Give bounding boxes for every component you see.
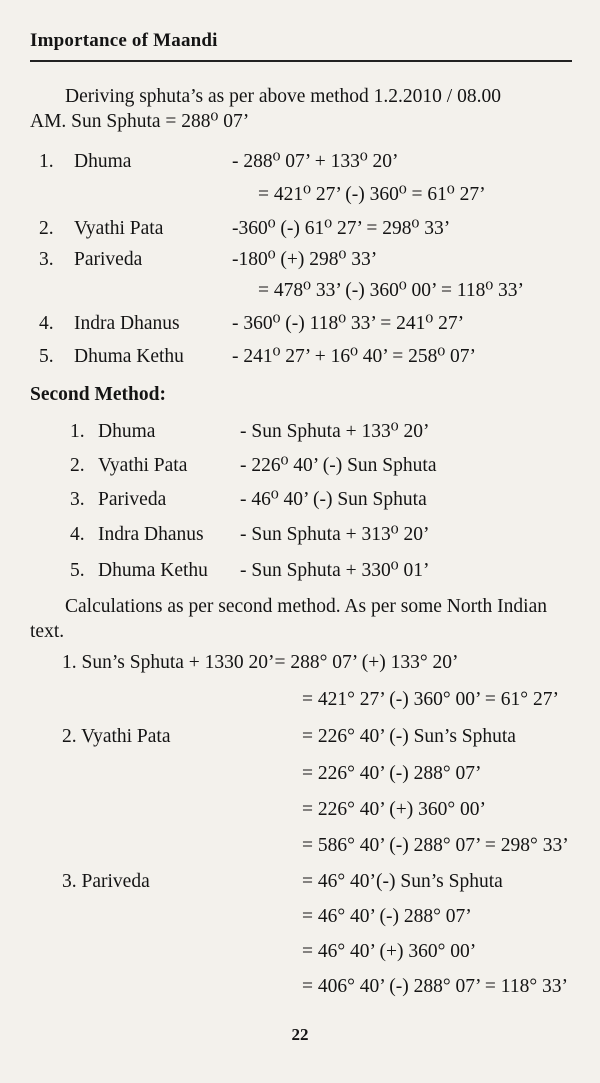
header-rule bbox=[30, 60, 572, 62]
calc-2-line: = 226° 40’ (+) 360° 00’ bbox=[302, 799, 486, 820]
second-method-calc: - Sun Sphuta + 313⁰ 20’ bbox=[240, 524, 430, 545]
first-method-name: Indra Dhanus bbox=[74, 313, 180, 334]
second-method-calc: - 226⁰ 40’ (-) Sun Sphuta bbox=[240, 455, 437, 476]
first-method-name: Dhuma bbox=[74, 151, 132, 172]
first-method-name: Dhuma Kethu bbox=[74, 346, 184, 367]
page-number: 22 bbox=[291, 1025, 309, 1044]
first-method-num: 2. bbox=[39, 218, 54, 239]
first-method-num: 5. bbox=[39, 346, 54, 367]
first-method-calc: - 288⁰ 07’ + 133⁰ 20’ bbox=[232, 151, 399, 172]
calc-3-lead: 3. Pariveda bbox=[62, 871, 150, 892]
first-method-calc-cont: = 478⁰ 33’ (-) 360⁰ 00’ = 118⁰ 33’ bbox=[258, 280, 525, 301]
second-method-name: Dhuma bbox=[98, 421, 156, 442]
second-method-heading: Second Method: bbox=[30, 384, 166, 405]
second-method-num: 4. bbox=[70, 524, 85, 545]
second-method-name: Vyathi Pata bbox=[98, 455, 188, 476]
calc-3-line: = 46° 40’(-) Sun’s Sphuta bbox=[302, 871, 503, 892]
first-method-num: 3. bbox=[39, 249, 54, 270]
calc-text-line-2: text. bbox=[30, 621, 65, 642]
second-method-calc: - 46⁰ 40’ (-) Sun Sphuta bbox=[240, 489, 427, 510]
first-method-calc: - 241⁰ 27’ + 16⁰ 40’ = 258⁰ 07’ bbox=[232, 346, 477, 367]
second-method-num: 1. bbox=[70, 421, 85, 442]
intro-line-1: Deriving sphuta’s as per above method 1.2.2010 / 08.00 bbox=[65, 86, 501, 107]
calc-2-line: = 226° 40’ (-) 288° 07’ bbox=[302, 763, 482, 784]
first-method-num: 1. bbox=[39, 151, 54, 172]
calc-3-line: = 406° 40’ (-) 288° 07’ = 118° 33’ bbox=[302, 976, 568, 997]
second-method-num: 5. bbox=[70, 560, 85, 581]
second-method-name: Dhuma Kethu bbox=[98, 560, 208, 581]
calc-1-line: = 421° 27’ (-) 360° 00’ = 61° 27’ bbox=[302, 689, 559, 710]
calc-3-line: = 46° 40’ (+) 360° 00’ bbox=[302, 941, 477, 962]
second-method-calc: - Sun Sphuta + 133⁰ 20’ bbox=[240, 421, 430, 442]
calc-3-line: = 46° 40’ (-) 288° 07’ bbox=[302, 906, 472, 927]
second-method-calc: - Sun Sphuta + 330⁰ 01’ bbox=[240, 560, 430, 581]
first-method-name: Vyathi Pata bbox=[74, 218, 164, 239]
calc-2-line: = 586° 40’ (-) 288° 07’ = 298° 33’ bbox=[302, 835, 569, 856]
first-method-calc: - 360⁰ (-) 118⁰ 33’ = 241⁰ 27’ bbox=[232, 313, 465, 334]
second-method-name: Pariveda bbox=[98, 489, 167, 510]
calc-1-lead: 1. Sun’s Sphuta + 1330 20’= 288° 07’ (+) 133° 20’ bbox=[62, 652, 459, 673]
first-method-num: 4. bbox=[39, 313, 54, 334]
first-method-calc-cont: = 421⁰ 27’ (-) 360⁰ = 61⁰ 27’ bbox=[258, 184, 486, 205]
calc-text-line-1: Calculations as per second method. As per some North Indian bbox=[65, 596, 547, 617]
first-method-name: Pariveda bbox=[74, 249, 143, 270]
intro-line-2: AM. Sun Sphuta = 288⁰ 07’ bbox=[30, 111, 250, 132]
second-method-num: 3. bbox=[70, 489, 85, 510]
first-method-calc: -180⁰ (+) 298⁰ 33’ bbox=[232, 249, 378, 270]
first-method-calc: -360⁰ (-) 61⁰ 27’ = 298⁰ 33’ bbox=[232, 218, 451, 239]
running-head: Importance of Maandi bbox=[30, 30, 218, 51]
calc-2-line: = 226° 40’ (-) Sun’s Sphuta bbox=[302, 726, 516, 747]
calc-2-lead: 2. Vyathi Pata bbox=[62, 726, 171, 747]
second-method-name: Indra Dhanus bbox=[98, 524, 204, 545]
second-method-num: 2. bbox=[70, 455, 85, 476]
